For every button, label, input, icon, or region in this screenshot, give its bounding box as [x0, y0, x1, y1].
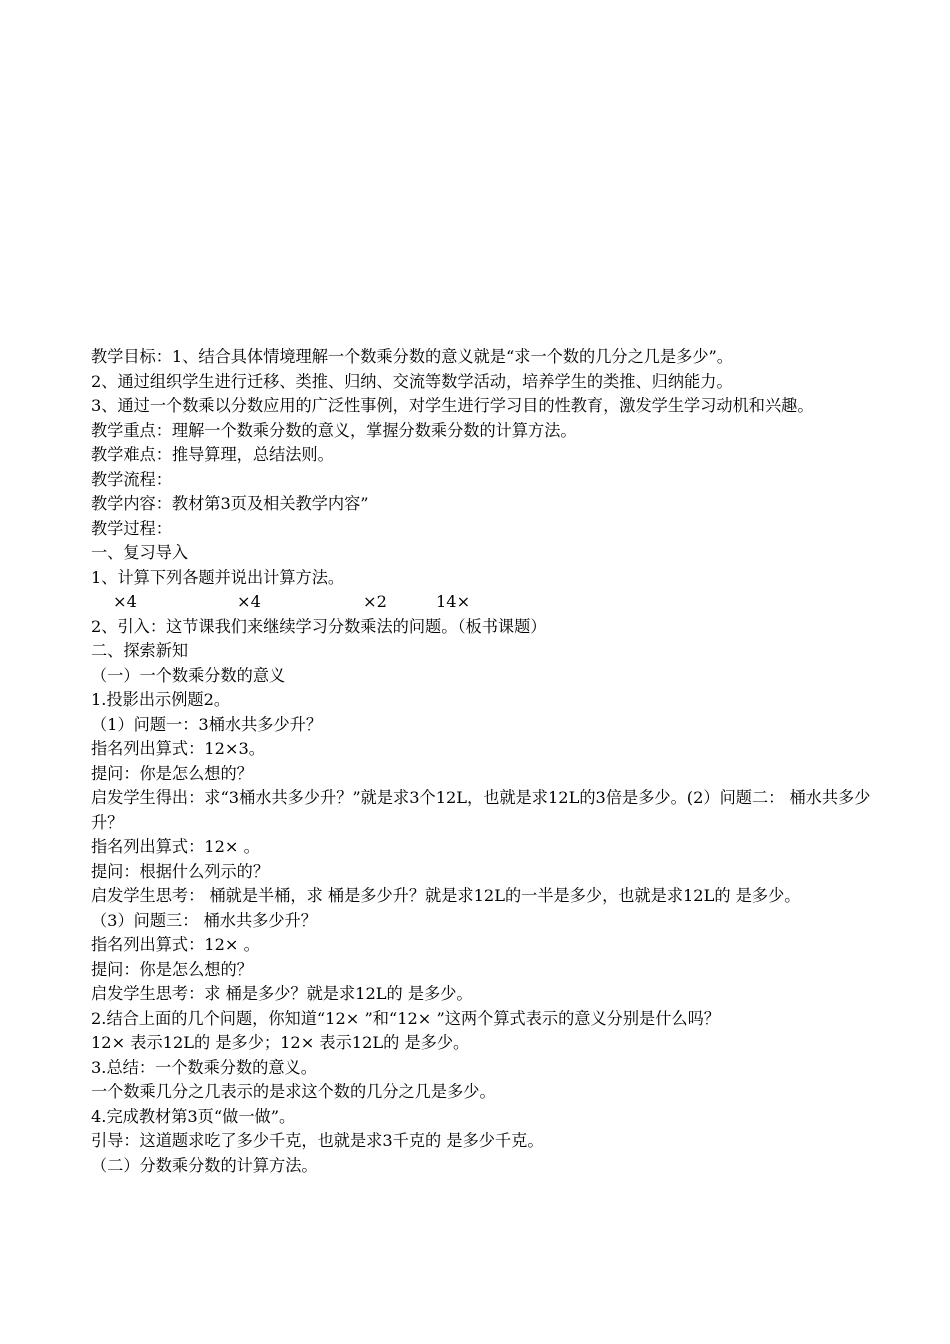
guide-line: 引导：这道题求吃了多少千克，也就是求3千克的 是多少千克。	[91, 1131, 544, 1150]
guide-line: 启发学生思考： 桶就是半桶，求 桶是多少升？就是求12L的一半是多少，也就是求12L的 是多少。	[91, 886, 801, 905]
formula-item: ×4	[237, 592, 261, 611]
formula-answer: 指名列出算式：12× 。	[91, 935, 260, 954]
document-body	[91, 345, 871, 1178]
section-review-heading: 一、复习导入	[91, 543, 189, 562]
combine-question: 2.结合上面的几个问题，你知道“12× ”和“12× ”这两个算式表示的意义分别是什么吗？	[91, 1008, 720, 1028]
review-task: 1、计算下列各题并说出计算方法。	[91, 567, 345, 587]
formula-item: ×4	[113, 592, 137, 611]
teaching-content: 教学内容：教材第3页及相关教学内容”	[91, 494, 369, 513]
subsection-method-heading: （二）分数乘分数的计算方法。	[91, 1155, 318, 1175]
teaching-flow-heading: 教学流程：	[91, 469, 172, 489]
prompt-line: 提问：你是怎么想的？	[91, 959, 253, 979]
teaching-process-heading: 教学过程：	[91, 518, 172, 538]
formula-answer: 指名列出算式：12×3。	[91, 739, 265, 758]
example-line: 1.投影出示例题2。	[91, 690, 231, 709]
subsection-meaning-heading: （一）一个数乘分数的意义	[91, 665, 286, 685]
formula-item: ×2	[363, 592, 387, 611]
prompt-line: 提问：根据什么列示的？	[91, 861, 270, 881]
guide-line: 启发学生思考：求 桶是多少？就是求12L的 是多少。	[91, 984, 473, 1003]
question-one: （1）问题一：3桶水共多少升？	[91, 714, 323, 734]
intro-line: 2、引入：这节课我们来继续学习分数乘法的问题。（板书课题）	[91, 616, 547, 636]
teaching-goal-2: 2、通过组织学生进行迁移、类推、归纳、交流等数学活动，培养学生的类推、归纳能力。	[91, 371, 733, 391]
meaning-line: 12× 表示12L的 是多少；12× 表示12L的 是多少。	[91, 1033, 470, 1052]
summary-heading: 3.总结：一个数乘分数的意义。	[91, 1057, 317, 1077]
formula-row	[91, 590, 871, 615]
guide-line: 启发学生得出：求“3桶水共多少升？”就是求3个12L，也就是求12L的3倍是多少。(2）问题二： 桶水共多少升？	[91, 788, 871, 832]
teaching-difficulty: 教学难点：推导算理，总结法则。	[91, 445, 334, 464]
prompt-line: 提问：你是怎么想的？	[91, 763, 253, 783]
exercise-line: 4.完成教材第3页“做一做”。	[91, 1106, 296, 1126]
summary-text: 一个数乘几分之几表示的是求这个数的几分之几是多少。	[91, 1082, 496, 1101]
section-explore-heading: 二、探索新知	[91, 641, 189, 660]
question-three: （3）问题三： 桶水共多少升？	[91, 910, 317, 930]
formula-answer: 指名列出算式：12× 。	[91, 837, 260, 856]
teaching-key-point: 教学重点：理解一个数乘分数的意义，掌握分数乘分数的计算方法。	[91, 420, 577, 440]
teaching-goal-1: 教学目标：1、结合具体情境理解一个数乘分数的意义就是“求一个数的几分之几是多少”。	[91, 347, 733, 366]
formula-item: 14×	[436, 592, 471, 611]
teaching-goal-3: 3、通过一个数乘以分数应用的广泛性事例，对学生进行学习目的性教育，激发学生学习动机和兴趣。	[91, 396, 814, 415]
